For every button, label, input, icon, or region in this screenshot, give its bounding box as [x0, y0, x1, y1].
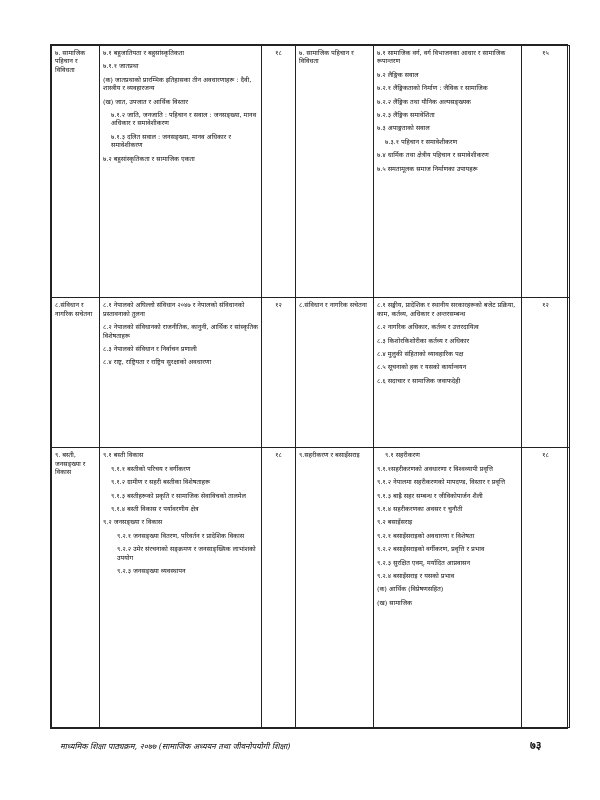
topic-entry: ८.३ किशोरकिशोरीका कर्तव्य र अधिकार: [377, 336, 470, 345]
topic-entry: ९.२.३ सुरक्षित एवम्, मर्यादित आप्रवासन: [377, 558, 471, 567]
topic-entry: ८.२ नागरिक अधिकार, कर्तव्य र उत्तरदायित्व: [377, 323, 479, 332]
hours-cell-secondary: १८: [522, 448, 570, 728]
topic-entry: (ख) सामाजिक: [377, 598, 413, 607]
topics-cell: [100, 46, 262, 298]
topic-entry: ७.१ सामाजिक वर्ग, वर्ग विभाजनका आधार र सामाजिक रूपान्तरण: [377, 49, 506, 66]
topics-cell-secondary: [374, 46, 522, 298]
topic-entry: ७.२ बहुसांस्कृतिकता र सामाजिक एकता: [103, 154, 195, 163]
page-footer: माध्यमिक शिक्षा पाठ्यक्रम, २०७७ (सामाजिक अध्ययन तथा जीवनोपयोगी शिक्षा): [60, 742, 291, 751]
topic-entry: ९.१.४ बस्ती विकास र पर्यावरणीय क्षेत्र: [111, 504, 199, 513]
unit-title-cell: ८.संविधान र नागरिक सचेतना: [52, 298, 100, 448]
topic-entry: ८.६ सदाचार र सामाजिक जवाफदेही: [377, 376, 461, 385]
topic-entry: (ख) जात, उपजात र आर्थिक विस्तार: [103, 97, 189, 106]
page-number: ७३: [530, 739, 542, 752]
topic-entry: ७.१.३ दलित सवाल : जनसङ्ख्या, मानव अधिकार र समावेशीकरण: [111, 132, 231, 150]
curriculum-table-frame: [50, 44, 568, 729]
hours-cell: १८: [262, 46, 296, 298]
topic-entry: ९.१.३ बाह्रै सहर सम्बन्ध र जीविकोपार्जन शैली: [377, 491, 483, 500]
topic-entry: ८.१ नेपालको अघिल्लो संविधान २०४७ र नेपालको संविधानको प्रस्तावनाको तुलना: [103, 301, 245, 318]
topic-entry: ८.३ नेपालको संविधान र निर्वाचन प्रणाली: [103, 344, 197, 353]
topic-entry: ७.२.२ लैङ्गिक तथा यौनिक अल्पसङ्ख्यक: [377, 97, 471, 106]
topic-entry: ७.१.२ जाति, जनजाति : पहिचान र सवाल : जनसङ्ख्या, मानव अधिकार र समावेशीकरण: [111, 111, 257, 128]
curriculum-row: [52, 298, 570, 448]
topic-entry: ९.२ जनसङ्ख्या र विकास: [103, 518, 163, 527]
topic-entry: ९.१ सहरीकरण: [385, 451, 420, 460]
topic-entry: ९.१.४ सहरीकरणका अवसर र चुनौती: [377, 504, 463, 513]
topics-cell-secondary: [374, 448, 522, 728]
topics-cell-secondary: [374, 298, 522, 448]
topic-entry: ९.१.२ नेपालमा सहरीकरणको मापदण्ड, विस्तार र प्रवृत्ति: [377, 478, 506, 487]
topic-entry: ९.१.२ ग्रामीण र सहरी बस्तीका विशेषताहरू: [111, 478, 211, 487]
unit-title-cell-secondary: ९.सहरीकरण र बसाइँसराइ: [296, 448, 374, 728]
topic-entry: ७.२ लैङ्गिक सवाल: [377, 70, 419, 79]
topic-entry: ८.५ सूचनाको हक र यसको कार्यान्वयन: [377, 363, 467, 372]
topic-entry: (क) आर्थिक (विप्रेषणसहित): [377, 585, 444, 594]
topic-entry: ७.३ अपाङ्गताको सवाल: [377, 124, 430, 133]
topic-entry: ९.२ बसाइँसराइ: [377, 518, 413, 527]
unit-title-cell-secondary: ८.संविधान र नागरिक सचेतना: [296, 298, 374, 448]
unit-title-cell: ७. सामाजिक पहिचान र विविधता: [52, 46, 100, 298]
topic-entry: ८.१ सङ्घीय, प्रादेशिक र स्थानीय सरकारहरूको बजेट प्रक्रिया, काम, कर्तव्य, अधिकार र अन्तरसम्बन्ध: [377, 301, 516, 318]
topic-entry: ९.१ बस्ती विकास: [103, 451, 144, 460]
topic-entry: ७.२.१ लैङ्गिकताको निर्माण : जैविक र सामाजिक: [377, 84, 488, 93]
unit-title-cell: ९. बस्ती, जनसङ्ख्या र विकास: [52, 448, 100, 728]
topic-entry: ९.१.१सहरीकरणको अवधारणा र विश्वव्यापी प्रवृत्ति: [377, 464, 493, 473]
topic-entry: ७.१.१ जातप्रथा: [103, 62, 139, 71]
topic-entry: ९.२.१ जनसङ्ख्या वितरण, परिवर्तन र प्रादेशिक विकास: [117, 531, 245, 540]
hours-cell-secondary: १२: [522, 298, 570, 448]
topic-entry: ७.३.१ पहिचान र समावेशीकरण: [385, 137, 458, 146]
topic-entry: ७.५ समतामूलक समाज निर्माणका उपायहरू: [377, 164, 478, 173]
hours-cell-secondary: १५: [522, 46, 570, 298]
topic-entry: ९.२.१ बसाइँसराइको अवधारणा र विशेषता: [377, 531, 475, 540]
topic-entry: ८.४ राष्ट्र, राष्ट्रियता र राष्ट्रिय सुरक्षाको अवधारणा: [103, 358, 212, 367]
topic-entry: ७.१ बहुजातियता र बहुसांस्कृतिकता: [103, 49, 185, 57]
topic-entry: ९.२.३ जनसङ्ख्या व्यवस्थापन: [117, 567, 186, 576]
topics-cell: [100, 298, 262, 448]
hours-cell: १२: [262, 298, 296, 448]
topics-cell: [100, 448, 262, 728]
curriculum-row: [52, 448, 570, 728]
topic-entry: ८.२ नेपालको संविधानको राजनीतिक, कानुनी, आर्थिक र सांस्कृतिक विशेषताहरू: [103, 323, 259, 340]
topic-entry: ९.२.२ उमेर संरचनाको सङ्क्रमण र जनसाङ्ख्यिक लाभांशको उपयोग: [117, 545, 256, 562]
topic-entry: (क) जातप्रथाको प्रारम्भिक इतिहासका तीन अवधारणाहरू : दैवी, शास्त्रीय र व्यवहारजन्य: [103, 75, 252, 93]
topic-entry: ९.२.२ बसाइँसराइको वर्गीकरण, प्रवृत्ति र प्रभाव: [377, 545, 485, 554]
hours-cell: १८: [262, 448, 296, 728]
topic-entry: ९.२.४ बसाइँसराइ र यसको प्रभाव: [377, 572, 455, 581]
curriculum-table: [51, 45, 570, 728]
unit-title-cell-secondary: ७. सामाजिक पहिचान र विविधता: [296, 46, 374, 298]
topic-entry: ७.४ धार्मिक तथा क्षेत्रीय पहिचान र समावेशीकरण: [377, 151, 489, 160]
topic-entry: ९.१.३ बस्तीहरूको प्रकृति र सामाजिक सेवाविचको तालमेल: [111, 491, 246, 500]
topic-entry: ९.१.१ बस्तीको परिचय र वर्गीकरण: [111, 464, 191, 473]
topic-entry: ८.४ मुलुकी संहिताको व्यावहारिक पक्ष: [377, 349, 464, 358]
topic-entry: ७.२.३ लैङ्गिक समावेशिता: [377, 111, 435, 120]
curriculum-row: [52, 46, 570, 298]
